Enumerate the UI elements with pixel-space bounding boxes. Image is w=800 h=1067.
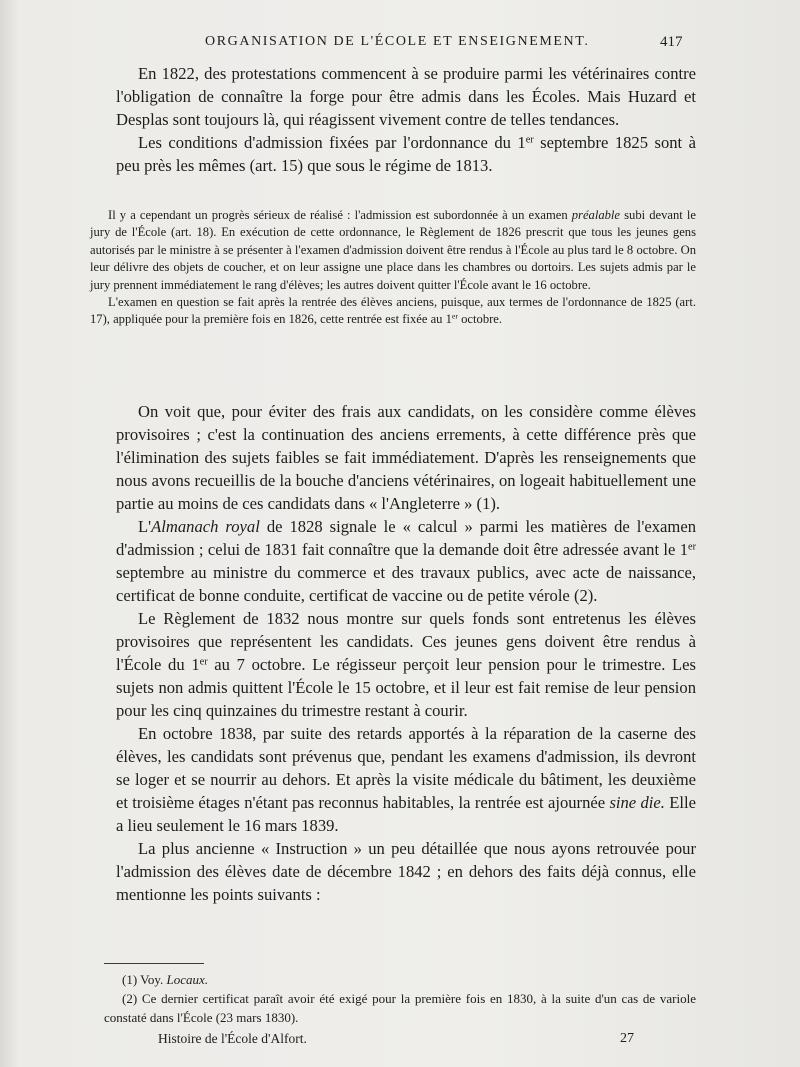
footnote-2: (2) Ce dernier certificat paraît avoir été exigé pour la première fois en 1830, à la suite d'un cas de variole constaté dans l'École (23 mars 1830). bbox=[104, 991, 696, 1025]
running-title: ORGANISATION DE L'ÉCOLE ET ENSEIGNEMENT. bbox=[205, 34, 590, 49]
text-run: au 7 octobre. Le régisseur perçoit leur pension pour le trimestre. Les sujets non admis quittent l'École le 15 octobre, et il leur est fait remise de leur pension pour les cinq quinzaines du trimestre restant à courir. bbox=[116, 655, 697, 720]
text-run: de 1828 signale le « calcul » parmi les matières de l'examen d'admission ; celui de 1831 fait connaître que la demande doit être adressée avant le 1 bbox=[116, 517, 696, 559]
paragraph-provisional-students: On voit que, pour éviter des frais aux candidats, on les considère comme élèves provisoires ; c'est la continuation des anciens errements, à cette différence près que l'élimination des sujets faibles se fait immédiatement. D'après les renseignements que nous avons recueillis de la bouche d'anciens vétérinaires, on logeait habituellement une partie au moins de ces candidats dans « l'Angleterre » (1). bbox=[116, 402, 696, 513]
paragraph-1822: En 1822, des protestations commencent à se produire parmi les vétérinaires contre l'obligation de connaître la forge pour être admis dans les Écoles. Mais Huzard et Desplas sont toujours là, qui réagissent vivement contre de telles tendances. bbox=[116, 64, 696, 129]
small-print-section bbox=[90, 207, 696, 329]
footnote-rule bbox=[104, 963, 204, 964]
small-paragraph-exam bbox=[90, 294, 696, 329]
italic-run: Locaux. bbox=[166, 972, 209, 987]
main-section bbox=[116, 400, 696, 906]
footnote-1 bbox=[104, 970, 696, 989]
text-run: septembre au ministre du commerce et des travaux publics, avec acte de naissance, certificat de bonne conduite, certificat de vaccine ou de petite vérole (2). bbox=[116, 563, 696, 605]
text-run: Le Règlement de 1832 nous montre sur quels fonds sont entretenus les élèves provisoires que représentent les candidats. Ces jeunes gens doivent être rendus à l'École du 1 bbox=[116, 609, 696, 674]
superscript: er bbox=[451, 312, 458, 322]
italic-run: Almanach royal bbox=[151, 517, 260, 536]
text-run: subi devant le jury de l'École (art. 18). En exécution de cette ordonnance, le Règlement de 1826 prescrit que tous les jeunes gens autorisés par le ministre à se présenter à l'examen d'admission doivent être rendus à l'École au plus tard le 8 octobre. On leur délivre des objets de coucher, et on leur assigne une place dans les chambres ou dortoirs. Les sujets admis par le jury prennent immédiatement le rang d'élèves; les autres doivent quitter l'École avant le 16 octobre. bbox=[90, 208, 696, 292]
page-header bbox=[0, 34, 800, 56]
superscript: er bbox=[199, 656, 208, 668]
paragraph-almanach bbox=[116, 515, 696, 607]
italic-run: sine die. bbox=[609, 793, 665, 812]
text-run: En octobre 1838, par suite des retards apportés à la réparation de la caserne des élèves, les candidats sont prévenus que, pendant les examens d'admission, ils devront se loger et se nourrir au dehors. Et après la visite médicale du bâtiment, les deuxième et troisième étages n'étant pas reconnus habitables, la rentrée est ajournée bbox=[116, 724, 696, 812]
printer-signature: Histoire de l'École d'Alfort. bbox=[158, 1031, 307, 1046]
paragraph-reglement-1832 bbox=[116, 607, 696, 722]
text-run: Elle a lieu seulement le 16 mars 1839. bbox=[116, 793, 696, 835]
text-run: L' bbox=[138, 517, 152, 536]
paragraph-conditions bbox=[116, 131, 696, 177]
text-run: Il y a cependant un progrès sérieux de réalisé : l'admission est subordonnée à un examen bbox=[108, 208, 572, 222]
text-run: Les conditions d'admission fixées par l'ordonnance du 1 bbox=[138, 133, 526, 152]
text-run: septembre 1825 sont à peu près les mêmes (art. 15) que sous le régime de 1813. bbox=[116, 133, 696, 175]
text-run: (1) Voy. bbox=[122, 972, 167, 987]
italic-run: préalable bbox=[571, 208, 621, 222]
intro-section bbox=[116, 62, 696, 177]
paragraph-october-1838 bbox=[116, 722, 696, 837]
footnotes bbox=[104, 970, 696, 1027]
superscript: er bbox=[688, 541, 696, 553]
text-run: octobre. bbox=[457, 312, 503, 327]
page-footer bbox=[0, 1031, 800, 1051]
sheet-number: 27 bbox=[620, 1031, 634, 1046]
superscript: er bbox=[525, 134, 534, 146]
small-paragraph-progress bbox=[90, 207, 696, 294]
page-number: 417 bbox=[660, 34, 683, 50]
text-run: L'examen en question se fait après la rentrée des élèves anciens, puisque, aux termes de l'ordonnance de 1825 (art. 17), appliquée pour la première fois en 1826, cette rentrée est fixée au 1 bbox=[90, 295, 696, 327]
paragraph-instruction-1842: La plus ancienne « Instruction » un peu détaillée que nous ayons retrouvée pour l'admission des élèves date de décembre 1842 ; en dehors des faits déjà connus, elle mentionne les points suivants : bbox=[116, 839, 696, 904]
